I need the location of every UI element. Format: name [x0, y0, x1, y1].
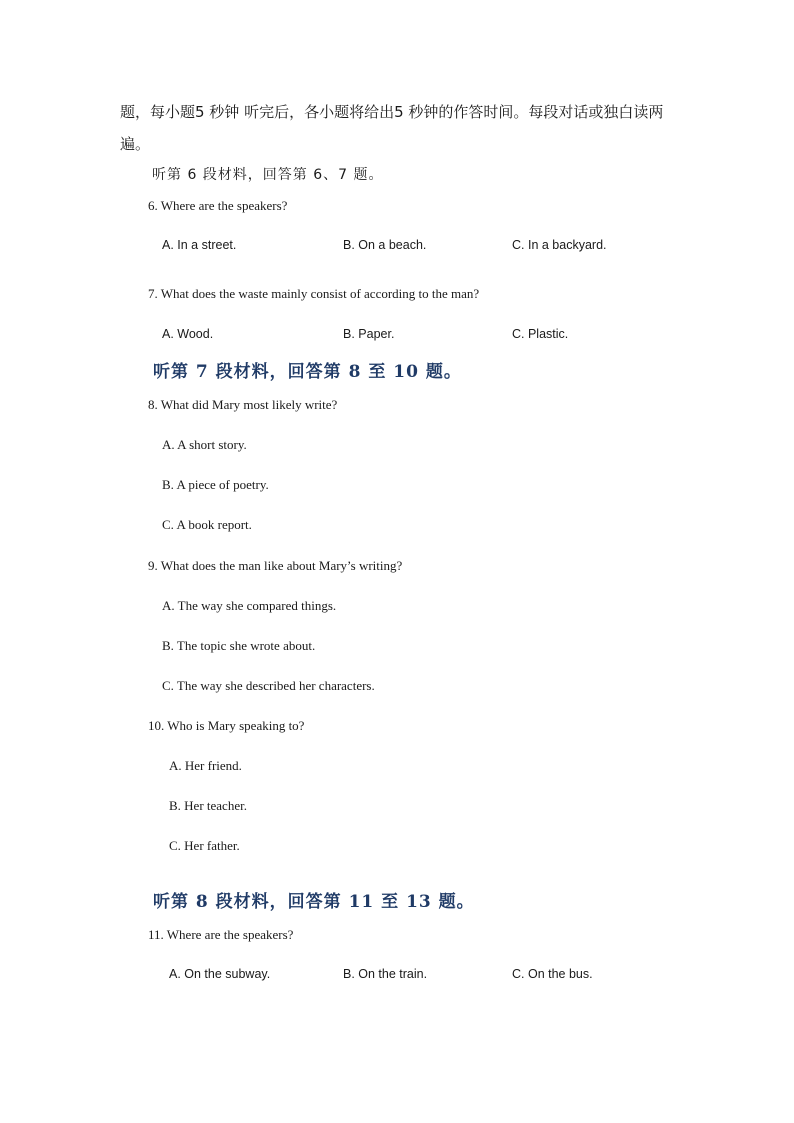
q10-option-b: B. Her teacher. — [169, 798, 247, 813]
q7-option-b: B. Paper. — [343, 327, 395, 341]
q6-option-c: C. In a backyard. — [512, 238, 607, 252]
section-8-heading: 听第 8 段材料，回答第 11 至 13 题。 — [153, 892, 475, 912]
section-7-heading: 听第 7 段材料，回答第 8 至 10 题。 — [153, 362, 462, 382]
question-9: 9. What does the man like about Mary’s writing? — [148, 558, 403, 573]
q8-option-c: C. A book report. — [162, 517, 252, 532]
q9-option-b: B. The topic she wrote about. — [162, 638, 316, 653]
q9-option-a: A. The way she compared things. — [162, 598, 337, 613]
instruction-line-1: 题，每小题5 秒钟 听完后，各小题将给出5 秒钟的作答时间。每段对话或独白读两 — [120, 103, 664, 121]
section-6-heading: 听第 6 段材料，回答第 6、7 题。 — [152, 167, 384, 183]
q11-option-b: B. On the train. — [343, 967, 428, 981]
q7-option-c: C. Plastic. — [512, 327, 569, 341]
q10-option-a: A. Her friend. — [169, 758, 242, 773]
question-6: 6. Where are the speakers? — [148, 198, 288, 213]
instruction-line-2: 遍。 — [120, 135, 151, 153]
q11-option-c: C. On the bus. — [512, 967, 593, 981]
q8-option-b: B. A piece of poetry. — [162, 477, 269, 492]
q8-option-a: A. A short story. — [162, 437, 247, 452]
q7-option-a: A. Wood. — [162, 327, 214, 341]
q10-option-c: C. Her father. — [169, 838, 240, 853]
q6-option-a: A. In a street. — [162, 238, 237, 252]
question-8: 8. What did Mary most likely write? — [148, 397, 338, 412]
question-11: 11. Where are the speakers? — [148, 927, 294, 942]
question-7: 7. What does the waste mainly consist of according to the man? — [148, 286, 480, 301]
question-10: 10. Who is Mary speaking to? — [148, 718, 305, 733]
q9-option-c: C. The way she described her characters. — [162, 678, 375, 693]
q6-option-b: B. On a beach. — [343, 238, 427, 252]
q11-option-a: A. On the subway. — [169, 967, 271, 981]
